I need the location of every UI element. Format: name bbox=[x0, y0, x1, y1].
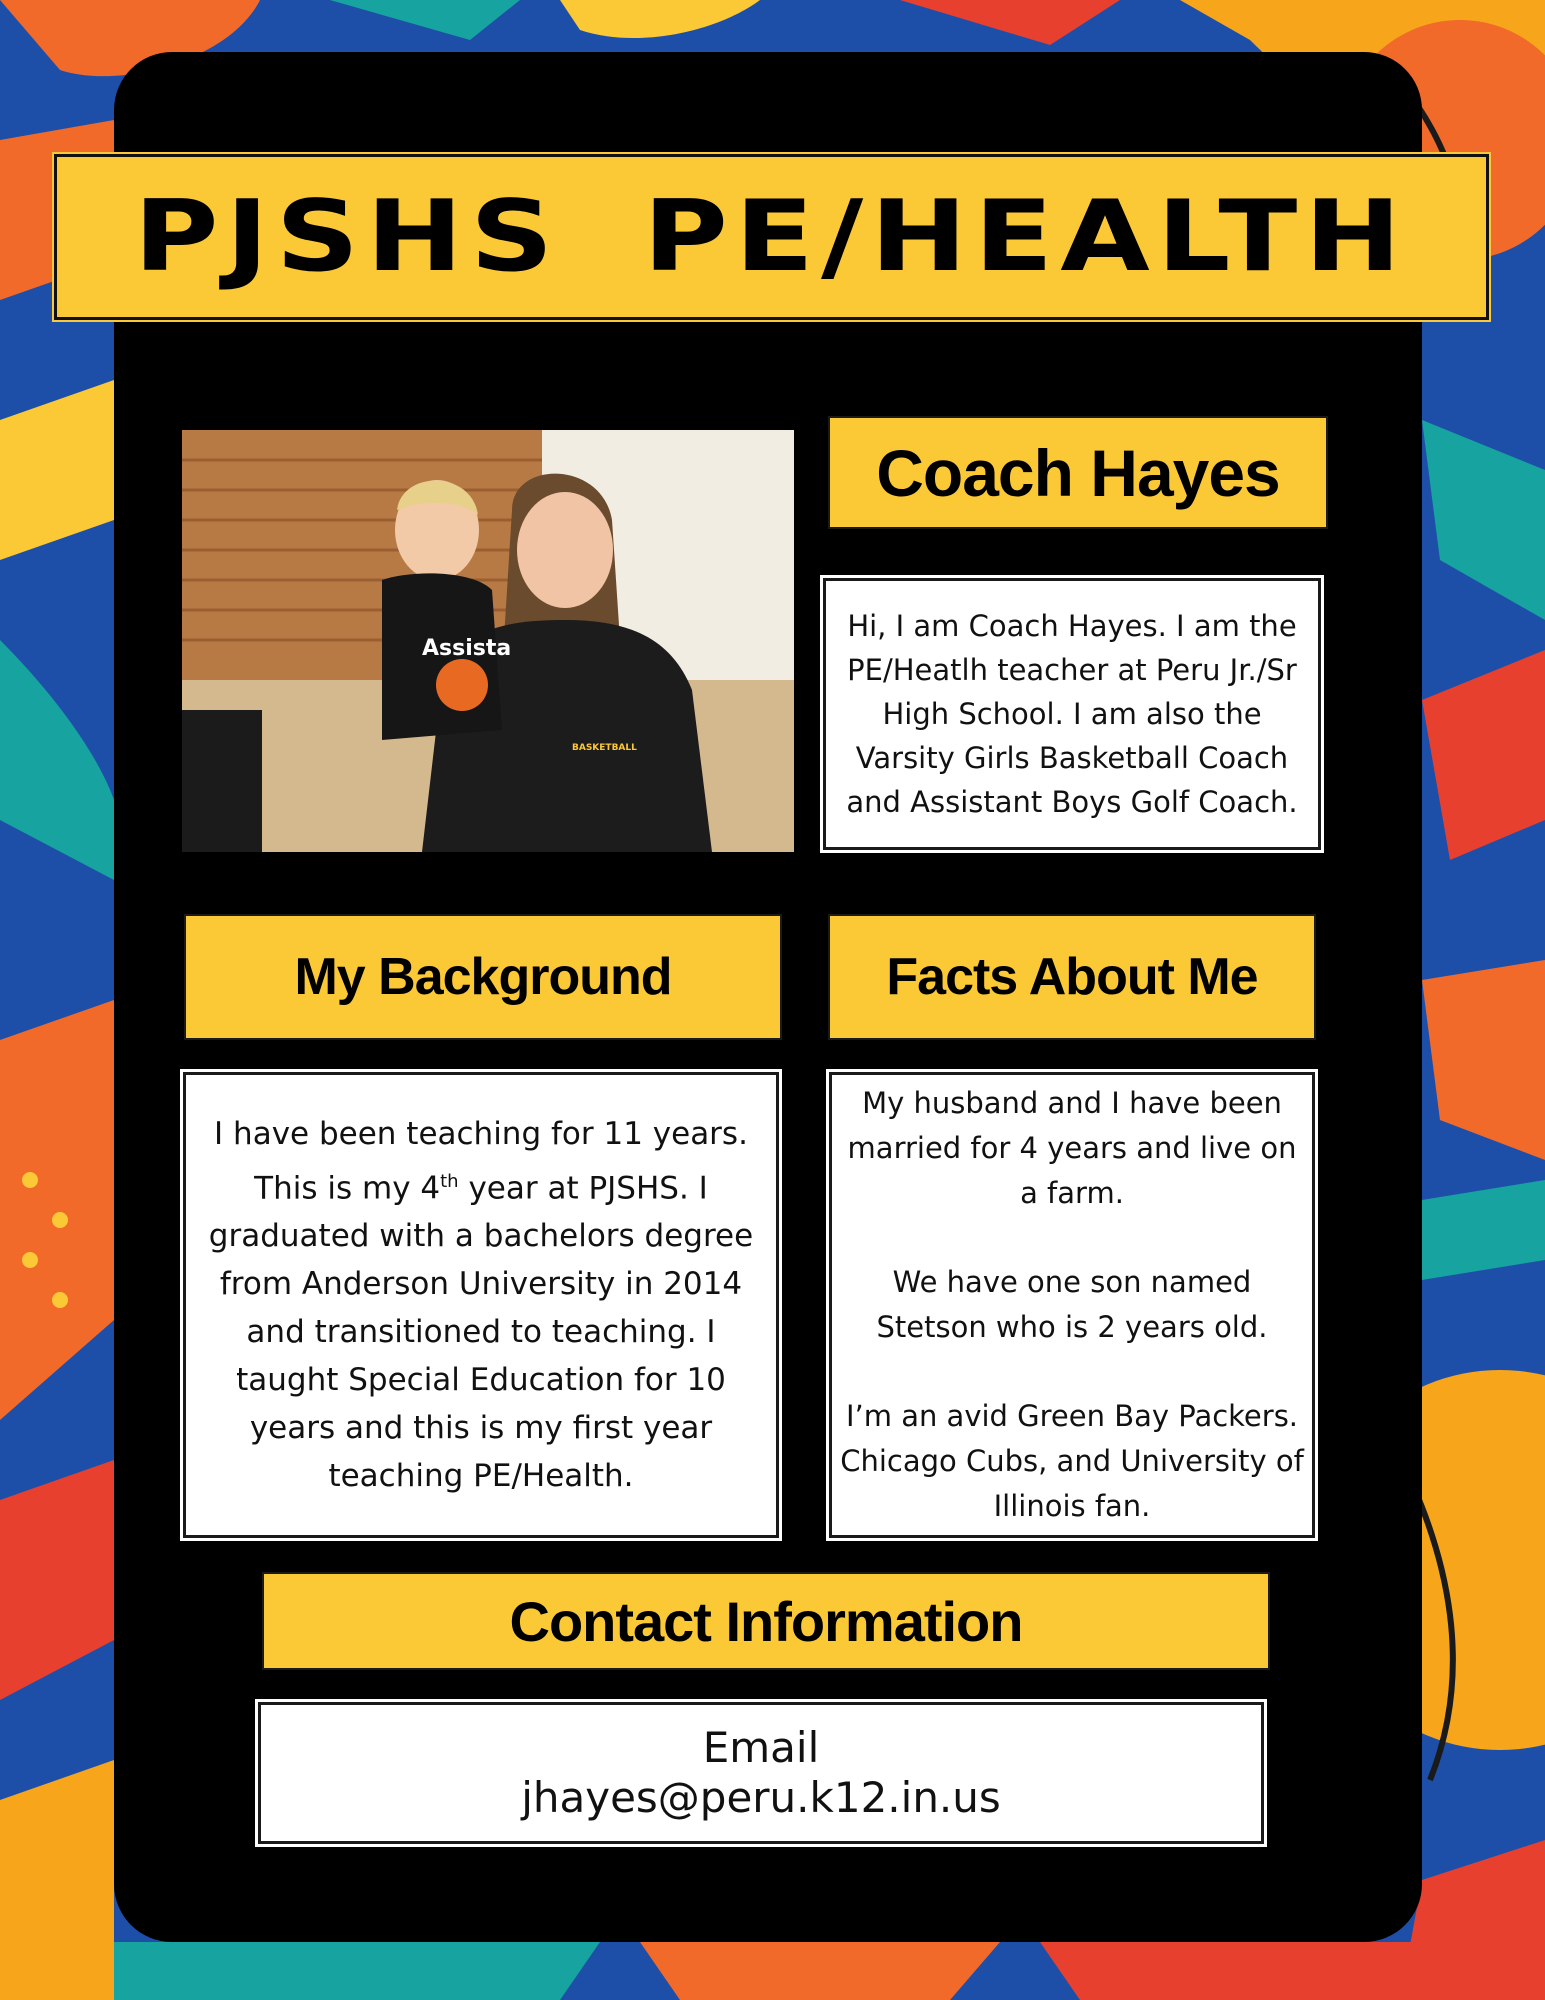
coach-photo bbox=[182, 430, 794, 852]
photo-logo-text: BASKETBALL bbox=[572, 743, 637, 753]
fact-item: We have one son named Stetson who is 2 years old. bbox=[876, 1265, 1268, 1344]
page-title: PJSHS PE/HEALTH bbox=[134, 180, 1409, 294]
background-box bbox=[183, 1072, 779, 1538]
photo-shirt-text: Assista bbox=[422, 636, 512, 661]
coach-name-box bbox=[828, 416, 1328, 529]
background-heading-box bbox=[184, 914, 782, 1040]
contact-box bbox=[258, 1702, 1264, 1844]
coach-name: Coach Hayes bbox=[876, 435, 1280, 510]
intro-box bbox=[823, 578, 1321, 850]
email-link[interactable]: jhayes@peru.k12.in.us bbox=[521, 1773, 1001, 1822]
intro-text: Hi, I am Coach Hayes. I am the PE/Heatlh teacher at Peru Jr./Sr High School. I am also the Varsity Girls Basketball Coach and Assistant Boys Golf Coach. bbox=[846, 609, 1298, 819]
fact-item: I’m an avid Green Bay Packers. Chicago Cubs, and University of Illinois fan. bbox=[840, 1399, 1304, 1523]
facts-heading: Facts About Me bbox=[886, 948, 1258, 1006]
facts-box bbox=[829, 1072, 1315, 1538]
contact-heading-box bbox=[262, 1572, 1270, 1670]
facts-heading-box bbox=[828, 914, 1316, 1040]
title-banner bbox=[54, 154, 1489, 320]
contact-heading: Contact Information bbox=[509, 1589, 1023, 1653]
fact-item: My husband and I have been married for 4 years and live on a farm. bbox=[847, 1086, 1297, 1210]
background-heading: My Background bbox=[294, 948, 672, 1006]
email-label: Email bbox=[702, 1723, 820, 1772]
background-text: I have been teaching for 11 years. This is my 4th year at PJSHS. I graduated with a bachelors degree from Anderson University in 2014 and transitioned to teaching. I taught Special Education for 10 years and this is my first year teaching PE/Health. bbox=[208, 1115, 754, 1495]
